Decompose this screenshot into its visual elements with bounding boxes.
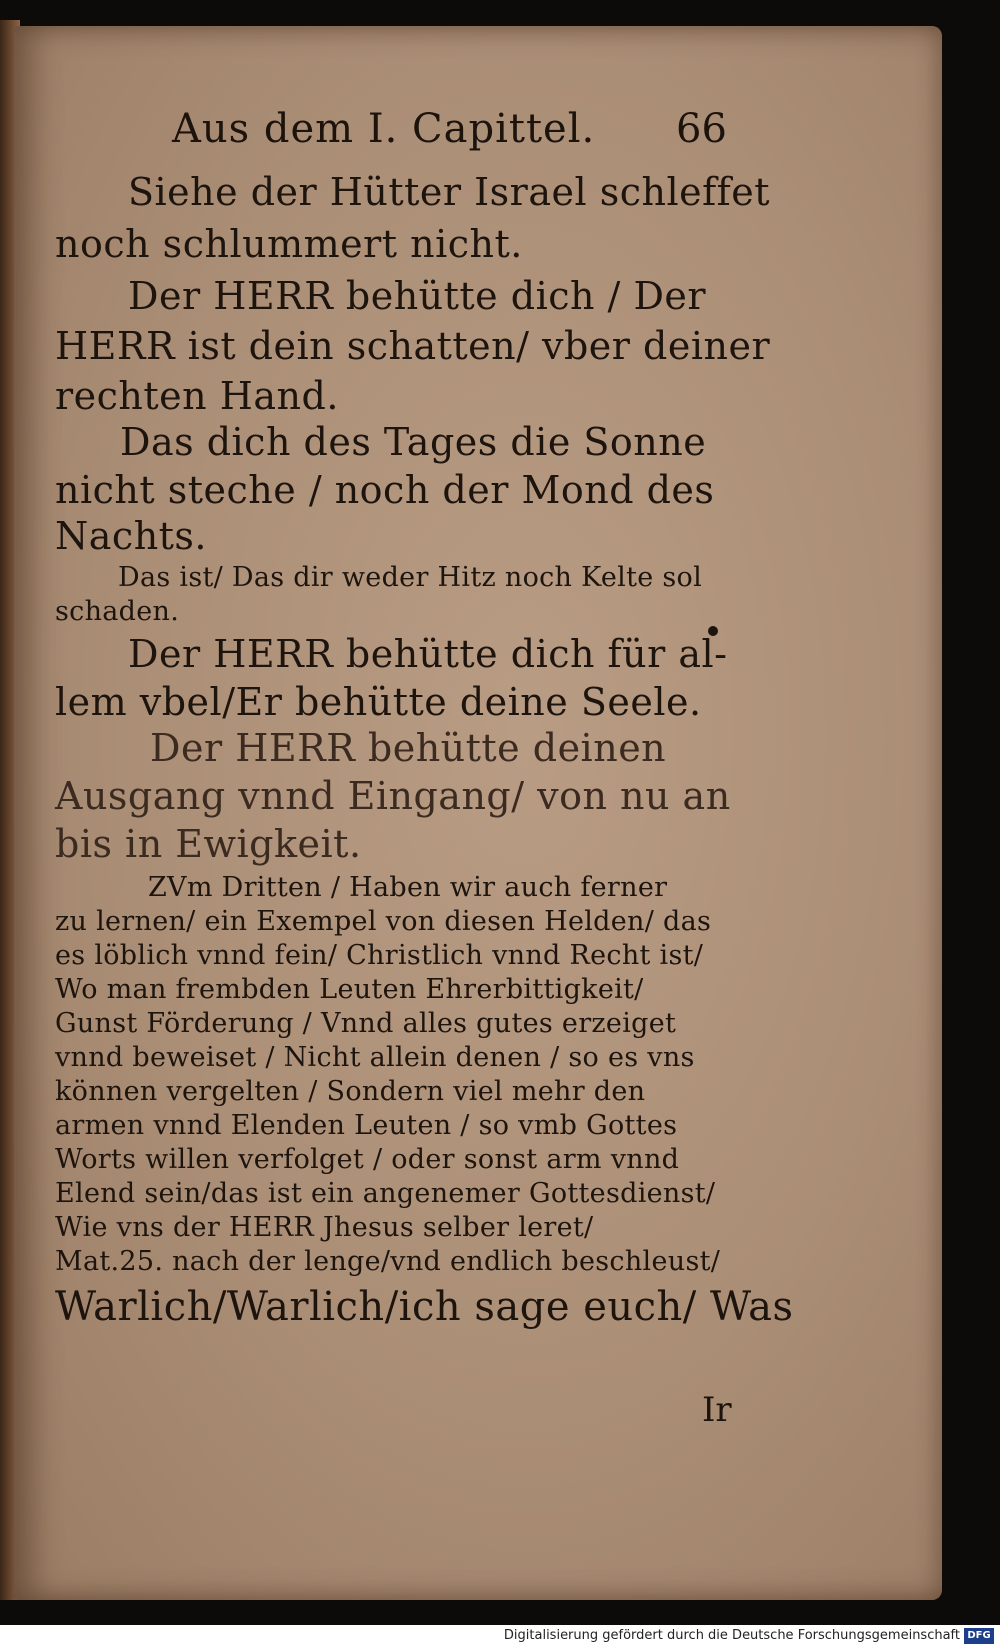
text-line: Das dich des Tages die Sonne (120, 420, 707, 464)
text-line: Nachts. (55, 514, 208, 558)
gloss-line: schaden. (55, 596, 180, 627)
catchword: Ir (702, 1390, 732, 1430)
text-line: können vergelten / Sondern viel mehr den (55, 1076, 646, 1107)
text-line: Worts willen verfolget / oder sonst arm vnnd (55, 1144, 680, 1175)
text-line: Mat.25. nach der lenge/vnd endlich beschleust/ (55, 1246, 721, 1277)
text-line: zu lernen/ ein Exempel von diesen Helden/ das (55, 906, 712, 937)
text-line: HERR ist dein schatten/ vber deiner (55, 324, 771, 368)
text-line: Elend sein/das ist ein angenemer Gottesdienst/ (55, 1178, 716, 1209)
text-line: es löblich vnnd fein/ Christlich vnnd Recht ist/ (55, 940, 704, 971)
text-line: Der HERR behütte deinen (150, 726, 667, 770)
text-line: Warlich/Warlich/ich sage euch/ Was (55, 1284, 794, 1330)
text-line: lem vbel/Er behütte deine Seele. (55, 680, 702, 724)
text-line: Ausgang vnnd Eingang/ von nu an (55, 774, 731, 818)
footer-bar (0, 1625, 1000, 1648)
text-line: Der HERR behütte dich / Der (128, 274, 707, 318)
text-line: Wie vns der HERR Jhesus selber leret/ (55, 1212, 594, 1243)
text-line: Gunst Förderung / Vnnd alles gutes erzeiget (55, 1008, 677, 1039)
text-line: nicht steche / noch der Mond des (55, 468, 715, 512)
text-line: noch schlummert nicht. (55, 222, 523, 266)
page-number: 66 (676, 106, 727, 152)
text-line: ZVm Dritten / Haben wir auch ferner (148, 872, 668, 903)
funding-credit: Digitalisierung gefördert durch die Deutsche Forschungsgemeinschaft (503, 1628, 960, 1643)
text-line: Siehe der Hütter Israel schleffet (128, 170, 770, 214)
gloss-line: Das ist/ Das dir weder Hitz noch Kelte sol (118, 562, 703, 593)
text-line: rechten Hand. (55, 374, 339, 418)
text-line: Der HERR behütte dich für al- (128, 632, 728, 676)
dfg-logo-icon: DFG (964, 1628, 994, 1644)
text-line: bis in Ewigkeit. (55, 822, 362, 866)
text-line: armen vnnd Elenden Leuten / so vmb Gottes (55, 1110, 678, 1141)
text-line: Wo man frembden Leuten Ehrerbittigkeit/ (55, 974, 644, 1005)
text-line: vnnd beweiset / Nicht allein denen / so es vns (55, 1042, 695, 1073)
running-header: Aus dem I. Capittel. (172, 106, 596, 152)
